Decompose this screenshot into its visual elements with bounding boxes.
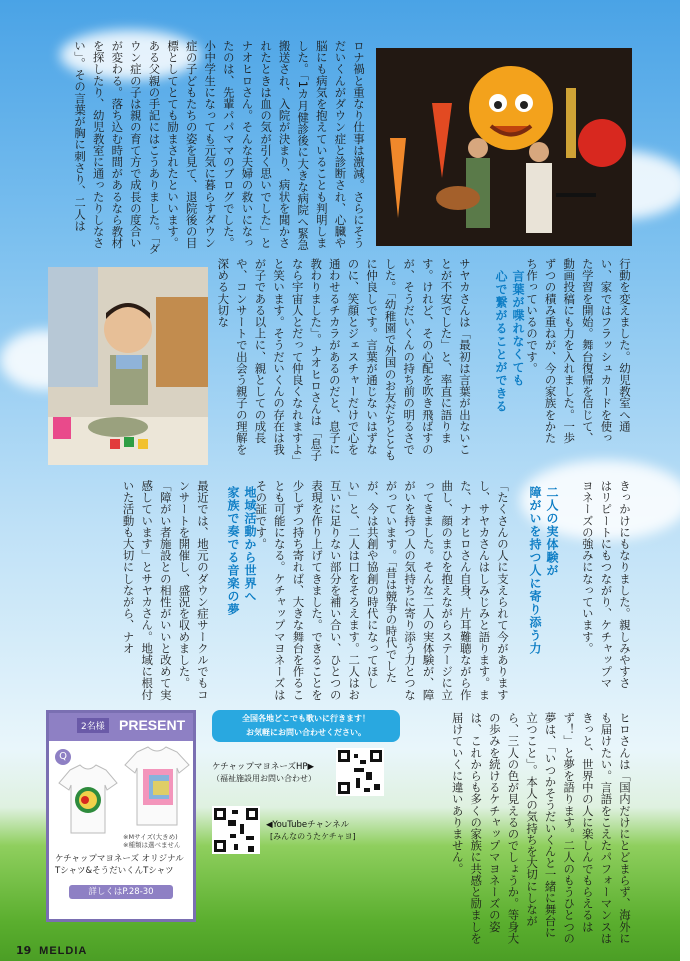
present-header: [49, 713, 193, 741]
paragraph: 最近では、地元のダウン症サークルでもコンサートを開催し、盛況を収めました。「障がい者施設との相性がいいと改めて実感しています」とサヤカさん。地域に根付いた活動も大切にしながら、ナオ: [121, 480, 210, 701]
youtube-sub-label: [みんなのうたケチャヨ]: [270, 832, 356, 841]
youtube-label[interactable]: ◀YouTubeチャンネル: [266, 820, 350, 830]
q-badge-icon: Q: [55, 749, 71, 765]
page-number: 19: [16, 944, 32, 957]
present-more-link[interactable]: 詳しくはP.28-30: [69, 885, 173, 899]
body-text-top: [48, 40, 368, 256]
paragraph: ヒロさんは「国内だけにとどまらず、海外にも届けたい。言語をこえたパフォーマンスはきっと、世界中の人に楽しんでもらえるはず！」と夢を語ります。二人のもうひとつの夢は、「いつかそうだいくんと一緒に舞台に立つこと」。本人の気持ちを大切にしながら、三人の色が見えるのでしょうか。等身大の歩みを続けるケチャップマヨネーズの姿は、これからも多くの家族に共感と励ましを届けていくに違いありません。: [450, 712, 632, 944]
paragraph: 「たくさんの人に支えられて今がありますし、サヤカさんはしみじみと語ります。また、ナオヒロさん自身、片耳難聴ながら作曲し、顔のまひを抱えながらステージに立ってきました。そんな二人の実体験が、障がいを持つ人の気持ちに寄り添う力とつながっています。「昔は競争の時代でしたが、今は共創や協創の時代になってほしい」と、二人は口をそろえます。二人はお互いに足りない部分を補い合い、ひとつの表現を作り上げてきました。できることを少しずつ持ち寄れば、大きな舞台を作ることも可能になる。ケチャップマヨネーズはその証です。: [254, 480, 510, 701]
paragraph: ロナ禍と重なり仕事は激減。さらにそうだいくんがダウン症と診断され、心臓や脳にも病気を抱えていることも判明しました。「1カ月健診後に大きな病院へ緊急搬送され、入院が決まり、病状を聞かされたときは血の気が引く思いでした」とナオヒロさん。: [240, 40, 366, 251]
section-heading-2: 二人の実体験が 障がいを持つ人に寄り添う力: [528, 486, 559, 655]
section-heading-1: 言葉が喋れなくても 心で繋がることができる: [494, 270, 525, 413]
present-desc-1: ケチャップマヨネーズ オリジナル: [55, 854, 184, 864]
paragraph: サヤカさんは「最初は言葉が出ないことが不安でした」と、率直に語ります。けれど、その心配を吹き飛ばすのが、そうだいくんの持ち前の明るさでした。「幼稚園で外国のお友だちとともに仲良しです。言葉が通じないはずなのに、笑顔とジェスチャーだけで心を通わせるチカラがあるのだと、息子に教わりました」。ナオヒロさんは「息子なら宇宙人とだって仲良くなれますよ」と笑います。そうだいくんの存在は我が子である以上に、親としての成長や、コンサートで出会う親子の理解を深める大切な: [216, 258, 472, 462]
body-text-mid-right: [525, 258, 634, 454]
hp-sub-label: （福祉施設用お問い合わせ）: [212, 774, 316, 783]
tshirt-icon: [55, 765, 121, 835]
banner-line-2: お気軽にお問い合わせください。: [246, 728, 366, 737]
concert-photo: [376, 48, 632, 246]
footer: [16, 944, 87, 957]
youtube-qr-code[interactable]: [212, 806, 260, 854]
paragraph: そんな夫婦の救いになったのは、先輩パパママのブログでした。小中学生になっても元気に暮らすダウン症の子どもたちの姿を見て、退院後の目標としてとても励まされたといいます。: [166, 40, 255, 249]
contact-banner: [212, 710, 400, 742]
hp-label[interactable]: ケチャップマヨネーズHP▶: [212, 762, 315, 772]
present-desc-2: Tシャツ&そうだいくんTシャツ: [55, 866, 174, 876]
present-count: 2名様: [77, 718, 109, 733]
banner-line-1: 全国各地どこでも歌いに行きます！: [242, 714, 370, 723]
child-photo: [48, 267, 208, 465]
body-text-mid-left: [216, 258, 474, 464]
body-text-bottom-right-1: [560, 480, 634, 700]
body-text-far-bottom: [410, 712, 634, 944]
section-heading-3: 地域活動から世界へ 家族で奏でる音楽の夢: [226, 486, 257, 616]
body-text-bottom-mid: [254, 480, 512, 706]
body-text-bottom-left: [48, 480, 212, 706]
present-note: ※Mサイズ(大きめ) ※種類は選べません: [123, 833, 181, 849]
paragraph: きっかけにもなりました。親しみやすさはリピートにもつながり、ケチャップマヨネーズの強みになっています。: [580, 480, 632, 689]
present-box: [46, 710, 196, 922]
tshirt-icon: [121, 747, 193, 827]
paragraph: ある父親の手記にはこうありました。「ダウン症の子は親の育て方で成長の度合いが変わる。落ち込む時間があるなら教材を探したり、幼児教室に通ったりしなさい」。その言葉が胸に刺さり、二人は: [73, 40, 162, 255]
present-title: PRESENT: [119, 717, 186, 733]
paragraph: 行動を変えました。幼児教室へ通い、家ではフラッシュカードを使った学習を開始。舞台復帰を信じて、動画投稿にも力を入れました。一歩ずつの積み重ねが、今の家族をかたち作っているのです。: [525, 258, 632, 444]
hp-qr-code[interactable]: [336, 748, 384, 796]
magazine-name: MELDIA: [39, 945, 88, 957]
